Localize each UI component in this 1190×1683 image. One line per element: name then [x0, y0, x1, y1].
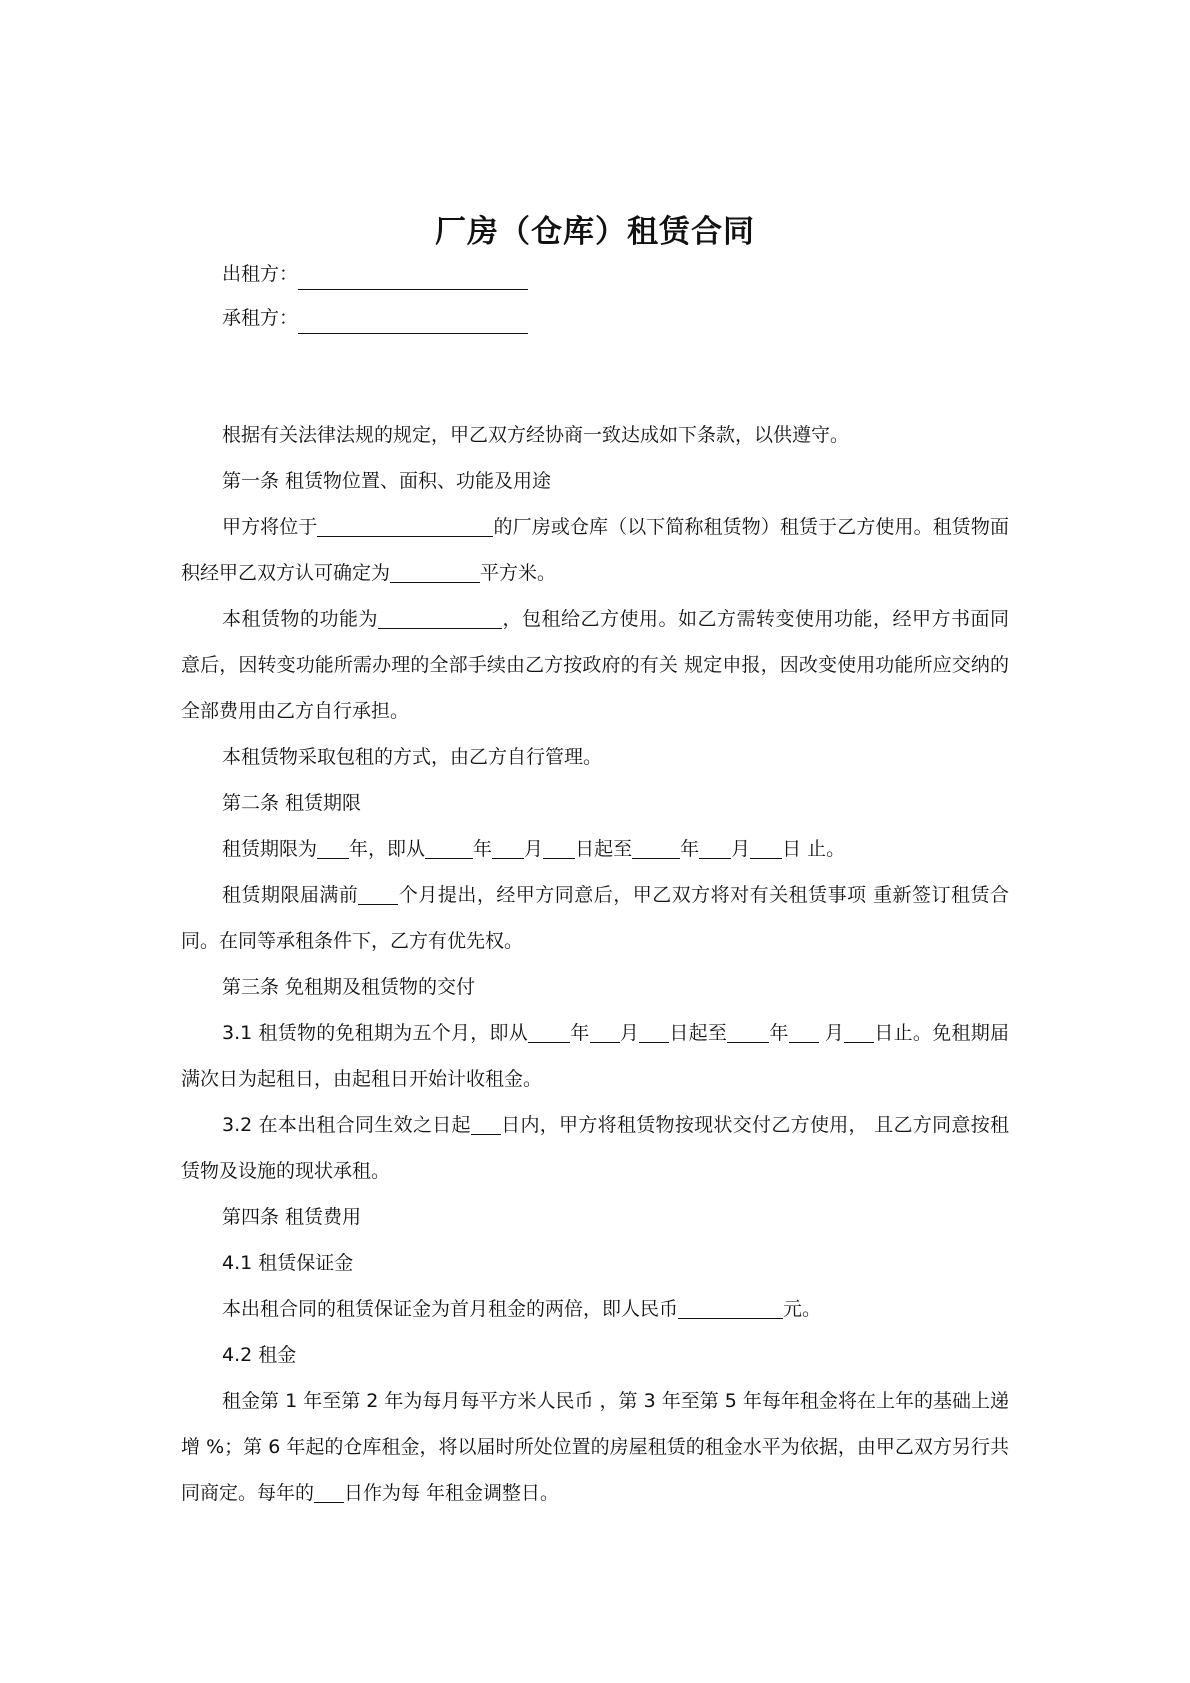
text-segment: 日 止。: [782, 838, 846, 860]
end-year-blank[interactable]: [632, 836, 680, 859]
free-end-day-blank[interactable]: [844, 1020, 874, 1043]
text-segment: 租赁期限届满前: [222, 884, 359, 906]
text-segment: 月: [818, 1022, 845, 1044]
start-day-blank[interactable]: [543, 836, 575, 859]
intro-paragraph: 根据有关法律法规的规定，甲乙双方经协商一致达成如下条款，以供遵守。: [222, 424, 850, 446]
text-segment: 的厂房或仓库（以下简称租赁物）租赁于乙方使用。租赁物面积经甲乙双方认可确定为: [181, 516, 1009, 584]
text-segment: 日内，甲方将租赁物按现状交付乙方使用， 且乙方同意按租赁物及设施的现状承租。: [181, 1114, 1009, 1182]
article-2-term-paragraph: [181, 826, 1009, 872]
area-blank[interactable]: [390, 560, 480, 583]
free-start-year-blank[interactable]: [528, 1020, 570, 1043]
delivery-days-blank[interactable]: [471, 1112, 501, 1135]
text-segment: 3.1 租赁物的免租期为五个月，即从: [222, 1022, 529, 1044]
lessee-blank[interactable]: [298, 311, 528, 334]
article-1-management-paragraph: 本租赁物采取包租的方式，由乙方自行管理。: [222, 746, 603, 768]
text-segment: 日起至: [669, 1022, 728, 1044]
text-segment: 日作为每 年租金调整日。: [344, 1482, 560, 1504]
text-segment: 本出租合同的租赁保证金为首月租金的两倍，即人民币: [222, 1298, 679, 1320]
rent-paragraph: [181, 1378, 1009, 1516]
text-segment: 个月提出，经甲方同意后，甲乙双方将对有关租赁事项 重新签订租赁合同。在同等承租条件下，乙方有优先权。: [181, 884, 1009, 952]
article-1-heading: 第一条 租赁物位置、面积、功能及用途: [222, 470, 552, 492]
lessee-label: 承租方：: [222, 307, 299, 329]
text-segment: 3.2 在本出租合同生效之日起: [222, 1114, 471, 1136]
term-years-blank[interactable]: [317, 836, 349, 859]
text-segment: 月: [731, 838, 751, 860]
article-2-heading: 第二条 租赁期限: [222, 792, 362, 814]
text-segment: 日止。免租期届满次日为起租日，由起租日开始计收租金。: [181, 1022, 1009, 1090]
lessor-line: [222, 258, 528, 290]
deposit-paragraph: [181, 1286, 1009, 1332]
location-blank[interactable]: [317, 514, 493, 537]
end-month-blank[interactable]: [699, 836, 731, 859]
section-4-1-heading: 4.1 租赁保证金: [222, 1252, 354, 1274]
text-segment: ，包租给乙方使用。如乙方需转变使用功能，经甲方书面同意后，因转变功能所需办理的全部手续由乙方按政府的有关 规定申报，因改变使用功能所应交纳的全部费用由乙方自行承担。: [181, 608, 1009, 722]
function-blank[interactable]: [378, 606, 502, 629]
article-1-location-paragraph: [181, 504, 1009, 596]
text-segment: 租金第 1 年至第 2 年为每月每平方米人民币 ，第 3 年至第 5 年每年租金将在上年的基础上递增 %；第 6 年起的仓库租金，将以届时所处位置的房屋租赁的租金水平为依据，由甲乙双方另行共同商定。每年的: [181, 1390, 1009, 1504]
text-segment: 租赁期限为: [222, 838, 318, 860]
free-end-year-blank[interactable]: [727, 1020, 769, 1043]
article-3-2-paragraph: [181, 1102, 1009, 1194]
adjustment-day-blank[interactable]: [314, 1480, 344, 1503]
text-segment: 年: [769, 1022, 789, 1044]
notice-months-blank[interactable]: [358, 882, 398, 905]
free-start-day-blank[interactable]: [639, 1020, 669, 1043]
deposit-amount-blank[interactable]: [678, 1296, 783, 1319]
lessor-blank[interactable]: [298, 267, 528, 290]
text-segment: 年，即从: [349, 838, 426, 860]
text-segment: 本租赁物的功能为: [222, 608, 378, 630]
start-month-blank[interactable]: [492, 836, 524, 859]
lessee-line: [222, 302, 528, 334]
text-segment: 月: [524, 838, 544, 860]
text-segment: 年: [570, 1022, 590, 1044]
section-4-2-heading: 4.2 租金: [222, 1344, 297, 1366]
article-2-renewal-paragraph: [181, 872, 1009, 964]
article-4-heading: 第四条 租赁费用: [222, 1206, 362, 1228]
text-segment: 平方米。: [480, 562, 557, 584]
text-segment: 月: [619, 1022, 640, 1044]
lessor-label: 出租方：: [222, 263, 299, 285]
text-segment: 元。: [783, 1298, 822, 1320]
text-segment: 日起至: [575, 838, 633, 860]
text-segment: 年: [473, 838, 493, 860]
text-segment: 年: [680, 838, 700, 860]
article-3-1-paragraph: [181, 1010, 1009, 1102]
free-start-month-blank[interactable]: [590, 1020, 620, 1043]
start-year-blank[interactable]: [425, 836, 473, 859]
article-3-heading: 第三条 免租期及租赁物的交付: [222, 976, 476, 998]
free-end-month-blank[interactable]: [789, 1020, 819, 1043]
page-title: 厂房（仓库）租赁合同: [435, 214, 755, 250]
text-segment: 甲方将位于: [222, 516, 318, 538]
contract-body: [181, 412, 1009, 1516]
article-1-function-paragraph: [181, 596, 1009, 734]
end-day-blank[interactable]: [750, 836, 782, 859]
